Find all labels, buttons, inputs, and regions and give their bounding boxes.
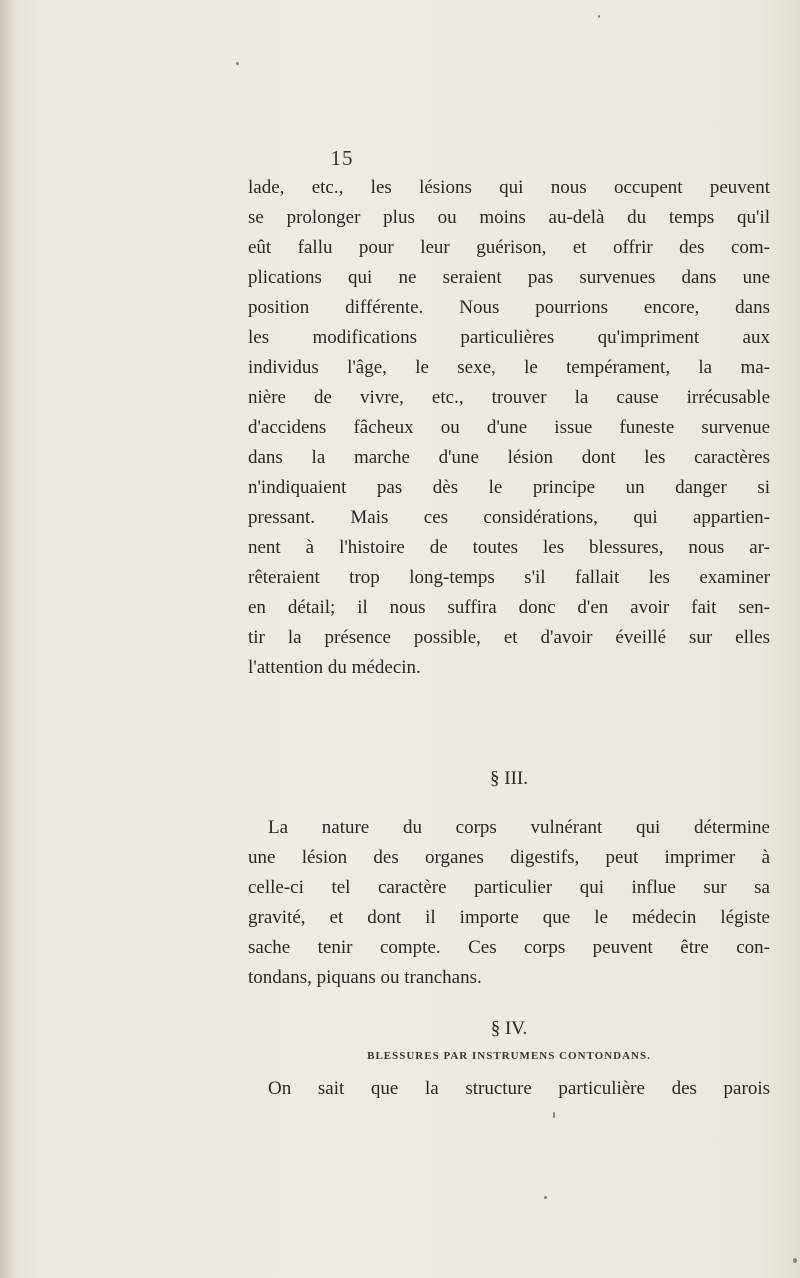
text-line: rêteraient trop long-temps s'il fallait les examiner	[248, 567, 770, 588]
paper-speck	[553, 1112, 555, 1118]
text-line: tir la présence possible, et d'avoir éveillé sur elles	[248, 627, 770, 648]
paper-speck	[793, 1258, 797, 1263]
text-line: tondans, piquans ou tranchans.	[248, 967, 482, 988]
paragraph-3	[248, 1074, 770, 1104]
text-line: les modifications particulières qu'impriment aux	[248, 327, 770, 348]
text-line: n'indiquaient pas dès le principe un danger si	[248, 477, 770, 498]
text-line: une lésion des organes digestifs, peut imprimer à	[248, 847, 770, 868]
text-line: nent à l'histoire de toutes les blessures, nous ar-	[248, 537, 770, 558]
text-line: en détail; il nous suffira donc d'en avoir fait sen-	[248, 597, 770, 618]
paragraph-1	[248, 173, 770, 683]
paragraph-2	[248, 813, 770, 993]
text-line: nière de vivre, etc., trouver la cause irrécusable	[248, 387, 770, 408]
text-line: se prolonger plus ou moins au-delà du temps qu'il	[248, 207, 770, 228]
text-line: lade, etc., les lésions qui nous occupent peuvent	[248, 177, 770, 198]
text-line: l'attention du médecin.	[248, 657, 421, 678]
text-line: La nature du corps vulnérant qui détermine	[268, 817, 770, 838]
text-line: eût fallu pour leur guérison, et offrir des com-	[248, 237, 770, 258]
section-4-subheading: BLESSURES PAR INSTRUMENS CONTONDANS.	[367, 1050, 651, 1062]
text-line: dans la marche d'une lésion dont les caractères	[248, 447, 770, 468]
text-line: d'accidens fâcheux ou d'une issue funeste survenue	[248, 417, 770, 438]
text-line: gravité, et dont il importe que le médecin légiste	[248, 907, 770, 928]
text-line: pressant. Mais ces considérations, qui appartien-	[248, 507, 770, 528]
paper-speck	[236, 62, 239, 65]
paper-speck	[598, 15, 600, 18]
section-4-title: § IV.	[490, 1018, 528, 1039]
text-line: individus l'âge, le sexe, le tempérament, la ma-	[248, 357, 770, 378]
page-number: 15	[330, 146, 354, 170]
text-line: On sait que la structure particulière des parois	[268, 1078, 770, 1099]
section-3-title: § III.	[490, 768, 528, 789]
text-line: position différente. Nous pourrions encore, dans	[248, 297, 770, 318]
text-line: sache tenir compte. Ces corps peuvent être con-	[248, 937, 770, 958]
paper-speck	[544, 1196, 547, 1199]
text-line: plications qui ne seraient pas survenues dans une	[248, 267, 770, 288]
page-edge-shadow	[0, 0, 14, 1278]
text-line: celle-ci tel caractère particulier qui influe sur sa	[248, 877, 770, 898]
